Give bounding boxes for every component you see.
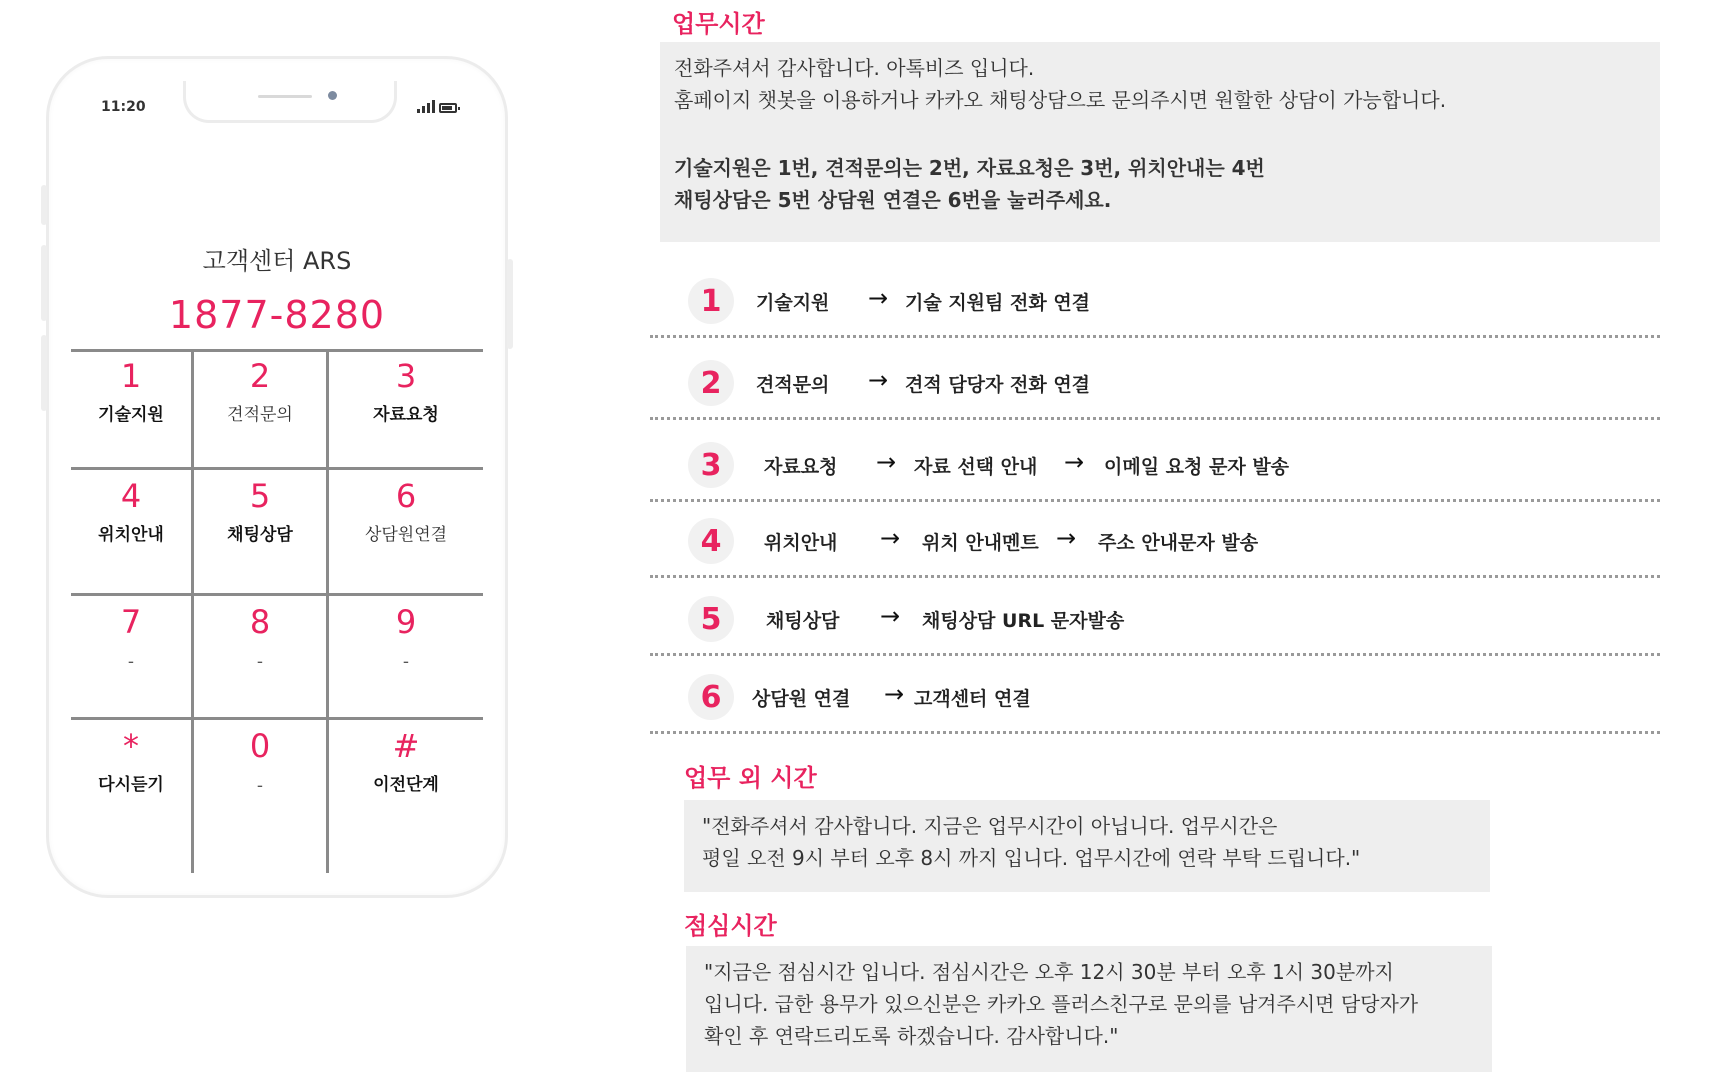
message-line: 평일 오전 9시 부터 오후 8시 까지 입니다. 업무시간에 연락 부탁 드립니다." (702, 846, 1361, 870)
arrow-right-icon: → (1064, 448, 1085, 476)
key-label: 상담원연결 (364, 525, 448, 546)
keypad-divider (71, 717, 483, 720)
status-icons (417, 99, 457, 113)
menu-row-5 (650, 580, 1660, 656)
ars-phone-number: 1877-8280 (168, 293, 386, 337)
lunch-message (686, 946, 1492, 1072)
phone-screen (71, 81, 483, 873)
message-line: 확인 후 연락드리도록 하겠습니다. 감사합니다." (704, 1024, 1119, 1048)
menu-step: 이메일 요청 문자 발송 (1104, 456, 1290, 478)
message-line: 전화주셔서 감사합니다. 아톡비즈 입니다. (674, 56, 1035, 80)
message-line: "전화주셔서 감사합니다. 지금은 업무시간이 아닙니다. 업무시간은 (702, 814, 1278, 838)
phone-mockup (46, 56, 508, 898)
menu-number-badge: 3 (688, 442, 734, 488)
phone-volume-down-button (41, 335, 47, 411)
menu-row-1 (650, 262, 1660, 338)
arrow-right-icon: → (880, 524, 901, 552)
keypad-divider (71, 349, 483, 352)
phone-power-button (507, 259, 513, 349)
key-star[interactable] (71, 729, 191, 795)
keypad-divider (71, 593, 483, 596)
key-label: 위치안내 (98, 525, 164, 546)
menu-step: 주소 안내문자 발송 (1098, 532, 1259, 554)
key-7[interactable] (71, 605, 191, 672)
menu-row-4 (650, 502, 1660, 578)
key-number: 5 (249, 477, 271, 515)
arrow-right-icon: → (1056, 524, 1077, 552)
key-number: # (392, 727, 420, 765)
after-hours-message (684, 800, 1490, 892)
arrow-right-icon: → (876, 448, 897, 476)
dotted-divider (650, 335, 1660, 338)
key-number: 0 (249, 727, 271, 765)
signal-icon (417, 99, 435, 113)
menu-step: 견적 담당자 전화 연결 (905, 374, 1091, 396)
keypad (71, 349, 483, 873)
after-hours-title: 업무 외 시간 (684, 764, 817, 792)
menu-name: 견적문의 (756, 374, 830, 396)
key-6[interactable] (329, 479, 483, 545)
phone-notch (183, 81, 397, 123)
phone-side-button (41, 185, 47, 225)
menu-name: 채팅상담 (766, 610, 840, 632)
key-label: 기술지원 (98, 405, 164, 426)
lunch-title: 점심시간 (684, 912, 777, 940)
business-hours-message (660, 42, 1660, 242)
key-5[interactable] (194, 479, 326, 545)
keypad-divider (71, 467, 483, 470)
menu-name: 기술지원 (756, 292, 830, 314)
key-0[interactable] (194, 729, 326, 796)
key-number: 1 (120, 357, 142, 395)
message-line: 채팅상담은 5번 상담원 연결은 6번을 눌러주세요. (674, 188, 1112, 212)
dotted-divider (650, 575, 1660, 578)
key-2[interactable] (194, 359, 326, 425)
message-line: 홈페이지 챗봇을 이용하거나 카카오 채팅상담으로 문의주시면 원할한 상담이 가능합니다. (674, 88, 1447, 112)
ars-title: 고객센터 ARS (202, 247, 352, 275)
key-number: 8 (249, 603, 271, 641)
speaker-icon (258, 95, 312, 98)
message-line: 입니다. 급한 용무가 있으신분은 카카오 플러스친구로 문의를 남겨주시면 담당자가 (704, 992, 1419, 1016)
key-3[interactable] (329, 359, 483, 425)
menu-step: 기술 지원팀 전화 연결 (905, 292, 1091, 314)
arrow-right-icon: → (884, 680, 905, 708)
menu-step: 자료 선택 안내 (914, 456, 1038, 478)
key-number: 7 (120, 603, 142, 641)
message-line: "지금은 점심시간 입니다. 점심시간은 오후 12시 30분 부터 오후 1시 30분까지 (704, 960, 1394, 984)
message-line: 기술지원은 1번, 견적문의는 2번, 자료요청은 3번, 위치안내는 4번 (674, 156, 1265, 180)
key-label: 다시듣기 (98, 775, 164, 796)
key-number: 3 (395, 357, 417, 395)
menu-number-badge: 2 (688, 360, 734, 406)
phone-volume-up-button (41, 245, 47, 321)
menu-step: 채팅상담 URL 문자발송 (922, 610, 1125, 632)
key-number: * (123, 727, 139, 765)
key-hash[interactable] (329, 729, 483, 795)
dotted-divider (650, 653, 1660, 656)
menu-number-badge: 5 (688, 596, 734, 642)
menu-name: 위치안내 (764, 532, 838, 554)
key-number: 4 (120, 477, 142, 515)
key-label: 자료요청 (373, 405, 439, 426)
arrow-right-icon: → (880, 602, 901, 630)
menu-number-badge: 6 (688, 674, 734, 720)
dotted-divider (650, 417, 1660, 420)
menu-name: 상담원 연결 (752, 688, 851, 710)
key-label: 채팅상담 (227, 525, 293, 546)
menu-number-badge: 1 (688, 278, 734, 324)
menu-row-3 (650, 426, 1660, 502)
menu-step: 위치 안내멘트 (922, 532, 1039, 554)
key-label: - (402, 652, 410, 673)
menu-number-badge: 4 (688, 518, 734, 564)
key-4[interactable] (71, 479, 191, 545)
dotted-divider (650, 731, 1660, 734)
key-number: 2 (249, 357, 271, 395)
battery-icon (439, 103, 457, 113)
key-8[interactable] (194, 605, 326, 672)
key-number: 9 (395, 603, 417, 641)
key-1[interactable] (71, 359, 191, 425)
business-hours-title: 업무시간 (672, 10, 765, 38)
menu-step: 고객센터 연결 (914, 688, 1031, 710)
key-label: - (256, 652, 264, 673)
camera-icon (328, 91, 337, 100)
menu-row-6 (650, 658, 1660, 734)
key-label: - (256, 776, 264, 797)
status-time: 11:20 (101, 99, 146, 115)
arrow-right-icon: → (868, 366, 889, 394)
key-label: - (127, 652, 135, 673)
key-label: 견적문의 (227, 405, 293, 426)
key-label: 이전단계 (373, 775, 439, 796)
arrow-right-icon: → (868, 284, 889, 312)
menu-name: 자료요청 (764, 456, 838, 478)
menu-row-2 (650, 344, 1660, 420)
key-number: 6 (395, 477, 417, 515)
key-9[interactable] (329, 605, 483, 672)
